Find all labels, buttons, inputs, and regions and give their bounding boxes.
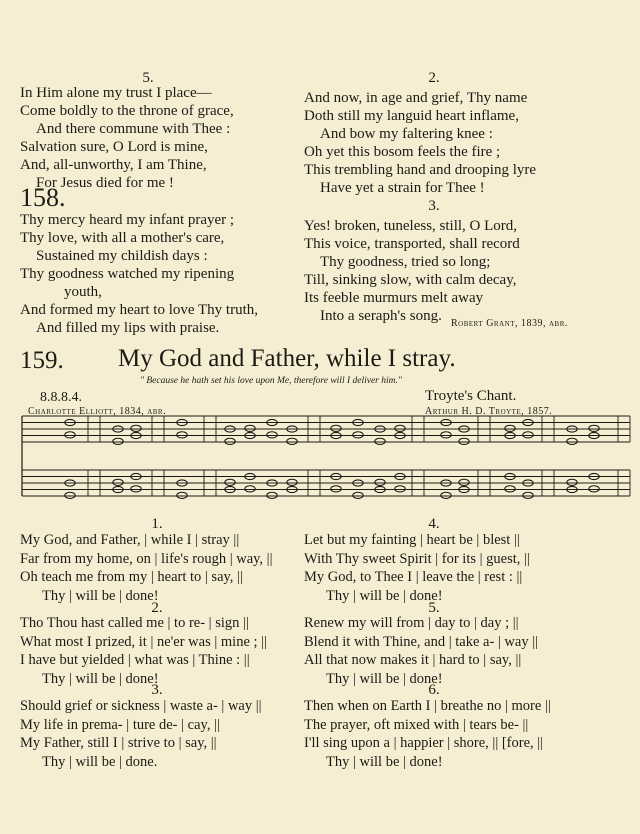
verse-line: Its feeble murmurs melt away — [304, 290, 484, 306]
verse-line: Should grief or sickness | waste a- | way || — [20, 698, 262, 714]
verse-block — [20, 697, 262, 771]
note-head — [523, 432, 533, 438]
verse-line: What most I prized, it | ne'er was | mine ; || — [20, 633, 267, 650]
verse-line: Oh teach me from my | heart to | say, || — [20, 569, 243, 585]
hymn-title: My God and Father, while I stray. — [118, 345, 456, 372]
note-head — [589, 486, 599, 492]
verse-line: Yes! broken, tuneless, still, O Lord, — [304, 218, 518, 234]
note-head — [331, 425, 341, 431]
note-head — [353, 492, 363, 498]
note-head — [177, 492, 187, 498]
verse-block — [20, 211, 258, 337]
verse-line: Oh yet this bosom feels the fire ; — [304, 144, 501, 160]
note-head — [567, 479, 577, 485]
epigraph: " Because he hath set his love upon Me, therefore will I deliver him." — [140, 376, 402, 386]
verse-line: My God, and Father, | while I | stray || — [20, 532, 240, 548]
verse-block — [304, 531, 530, 605]
verse-number: 2. — [151, 600, 163, 616]
verse-line: For Jesus died for me ! — [36, 175, 174, 191]
verse-line: Have yet a strain for Thee ! — [320, 180, 485, 196]
verse-line: Thy | will be | done! — [326, 670, 443, 687]
verse-line: Come boldly to the throne of grace, — [20, 103, 234, 119]
tune-name: Troyte's Chant. — [425, 388, 517, 404]
verse-line: Thy goodness, tried so long; — [320, 254, 491, 270]
verse-line: Till, sinking slow, with calm decay, — [304, 272, 517, 288]
verse-number: 4. — [428, 516, 440, 532]
composer-credit: Arthur H. D. Troyte, 1857. — [425, 406, 553, 417]
note-head — [287, 438, 297, 444]
note-head — [375, 438, 385, 444]
verse-line: Thy | will be | done! — [326, 753, 443, 770]
verse-line: Thy mercy heard my infant prayer ; — [20, 212, 235, 228]
verse-block — [304, 217, 520, 325]
note-head — [459, 438, 469, 444]
verse-line: And there commune with Thee : — [36, 121, 231, 137]
verse-line: Thy | will be | done. — [42, 753, 158, 770]
verse-line: Salvation sure, O Lord is mine, — [20, 139, 208, 155]
verse-line: My life in prema- | ture de- | cay, || — [20, 716, 220, 733]
author-credit: Charlotte Elliott, 1834, abr. — [28, 406, 167, 417]
verse-number: 2. — [428, 70, 440, 86]
note-head — [395, 486, 405, 492]
note-head — [131, 486, 141, 492]
verse-number: 5. — [428, 600, 440, 616]
note-head — [113, 479, 123, 485]
note-head — [245, 425, 255, 431]
verse-line: Doth still my languid heart inflame, — [304, 108, 519, 124]
note-head — [505, 486, 515, 492]
verse-line: Let but my fainting | heart be | blest || — [304, 532, 520, 548]
note-head — [245, 486, 255, 492]
verse-line: Thy | will be | done! — [326, 587, 443, 604]
verse-line: And formed my heart to love Thy truth, — [20, 302, 259, 318]
verse-line: And bow my faltering knee : — [320, 126, 493, 142]
verse-block — [304, 697, 551, 771]
verse-line: Into a seraph's song. — [320, 308, 442, 324]
verse-line: This trembling hand and drooping lyre — [304, 162, 537, 178]
verse-block — [304, 89, 536, 197]
note-head — [65, 492, 75, 498]
verse-number: 3. — [428, 198, 440, 214]
verse-block — [304, 614, 538, 688]
verse-line: Blend it with Thine, and | take a- | way || — [304, 633, 539, 650]
verse-line: All that now makes it | hard to | say, || — [304, 652, 522, 668]
verse-block — [20, 614, 267, 688]
verse-number: 3. — [151, 682, 163, 698]
note-head — [225, 479, 235, 485]
verse-line: And now, in age and grief, Thy name — [304, 90, 528, 106]
verse-line: The prayer, oft mixed with | tears be- || — [304, 716, 529, 733]
hymn-number: 158. — [20, 183, 66, 212]
note-head — [131, 425, 141, 431]
verse-line: Far from my home, on | life's rough | way, || — [20, 550, 273, 567]
verse-line: Then when on Earth I | breathe no | more || — [304, 698, 551, 714]
verse-line: This voice, transported, shall record — [304, 236, 520, 252]
note-head — [267, 492, 277, 498]
note-head — [505, 425, 515, 431]
note-head — [459, 479, 469, 485]
verse-line: And filled my lips with praise. — [36, 320, 220, 336]
verse-line: Thy goodness watched my ripening — [20, 266, 235, 282]
note-head — [225, 438, 235, 444]
note-head — [441, 492, 451, 498]
attribution: Robert Grant, 1839, abr. — [451, 318, 568, 329]
verse-line: Thy | will be | done! — [42, 670, 159, 687]
music-score — [18, 410, 638, 530]
note-head — [287, 479, 297, 485]
note-head — [65, 432, 75, 438]
verse-line: Thy love, with all a mother's care, — [20, 230, 225, 246]
verse-line: In Him alone my trust I place— — [20, 85, 212, 101]
note-head — [375, 479, 385, 485]
hymn-number: 159. — [20, 347, 64, 374]
verse-number: 5. — [142, 70, 154, 86]
verse-line: youth, — [64, 284, 102, 300]
verse-line: Renew my will from | day to | day ; || — [304, 615, 519, 631]
note-head — [353, 432, 363, 438]
note-head — [267, 432, 277, 438]
note-head — [589, 425, 599, 431]
meter: 8.8.8.4. — [40, 390, 82, 405]
note-head — [113, 438, 123, 444]
verse-number: 1. — [151, 516, 163, 532]
verse-block — [20, 84, 234, 192]
verse-line: And, all-unworthy, I am Thine, — [20, 157, 207, 173]
verse-line: Tho Thou hast called me | to re- | sign || — [20, 615, 249, 631]
note-head — [395, 425, 405, 431]
verse-line: My Father, still I | strive to | say, || — [20, 735, 217, 751]
verse-line: With Thy sweet Spirit | for its | guest, || — [304, 550, 530, 567]
verse-line: Sustained my childish days : — [36, 248, 208, 264]
verse-line: I have but yielded | what was | Thine : || — [20, 652, 250, 668]
note-head — [331, 486, 341, 492]
verse-line: I'll sing upon a | happier | shore, || [fore, || — [304, 735, 544, 751]
verse-block — [20, 531, 273, 605]
verse-number: 6. — [428, 682, 440, 698]
note-head — [567, 438, 577, 444]
note-head — [441, 432, 451, 438]
verse-line: My God, to Thee I | leave the | rest : || — [304, 569, 523, 585]
note-head — [523, 492, 533, 498]
verse-line: Thy | will be | done! — [42, 587, 159, 604]
note-head — [177, 432, 187, 438]
